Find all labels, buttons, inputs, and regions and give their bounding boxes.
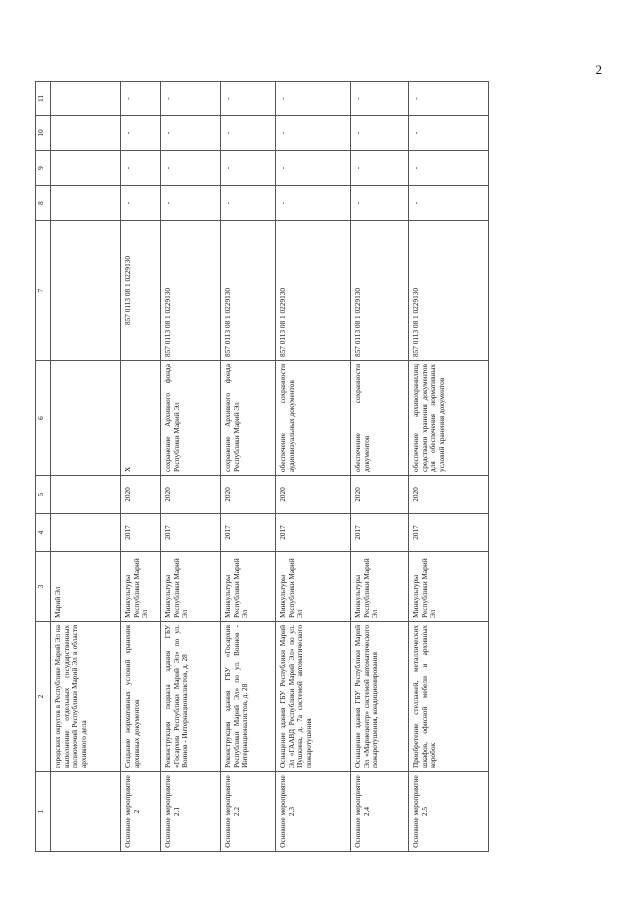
value-cell: - — [409, 82, 489, 116]
column-header: 5 — [36, 476, 51, 514]
budget-code-cell: 857 0113 08 1 0229130 — [161, 221, 221, 361]
description-cell: Реконструкция здания ГБУ «Госархив Республики Марий Эл» по ул. Воинов - Интернационалистов, д. 28 — [221, 622, 276, 772]
table-row — [409, 82, 489, 852]
executor-cell: Марий Эл — [51, 552, 121, 622]
description-cell: Создание нормативных условий хранения архивных документов — [121, 622, 161, 772]
column-header: 11 — [36, 82, 51, 116]
value-cell: - — [351, 186, 409, 221]
value-cell: - — [121, 151, 161, 186]
value-cell: - — [221, 116, 276, 151]
table-row — [121, 82, 161, 852]
value-cell: - — [276, 186, 351, 221]
description-cell: городских округов в Республике Марий Эл на выполнение отдельных государственных полномочий Республики Марий Эл в области архивного дела — [51, 622, 121, 772]
measure-cell: Основное мероприятие 2 — [121, 772, 161, 852]
table-row — [351, 82, 409, 852]
program-table — [35, 81, 489, 852]
result-cell: Х — [121, 361, 161, 476]
column-header: 8 — [36, 186, 51, 221]
result-cell: сохранение Архивного фонда Республики Марий Эл — [161, 361, 221, 476]
executor-cell: Минкультуры Республики Марий Эл — [409, 552, 489, 622]
column-header: 10 — [36, 116, 51, 151]
executor-cell: Минкультуры Республики Марий Эл — [221, 552, 276, 622]
budget-code-cell: 857 0113 08 1 0229130 — [409, 221, 489, 361]
executor-cell: Минкультуры Республики Марий Эл — [351, 552, 409, 622]
column-header: 3 — [36, 552, 51, 622]
result-cell: сохранение Архивного фонда Республики Марий Эл — [221, 361, 276, 476]
value-cell — [51, 151, 121, 186]
value-cell: - — [276, 116, 351, 151]
column-header: 6 — [36, 361, 51, 476]
start-year-cell: 2017 — [351, 514, 409, 552]
description-cell: Оснащение здания ГБУ Республики Марий Эл «ГААВД Республики Марий Эл» по ул. Пушкина, д. 7а системой автоматического пожаротушения — [276, 622, 351, 772]
budget-code-cell: 857 0113 08 1 0229130 — [221, 221, 276, 361]
end-year-cell: 2020 — [409, 476, 489, 514]
table-row — [276, 82, 351, 852]
result-cell: обеспечение сохранности аудиовизуальных документов — [276, 361, 351, 476]
measure-cell: Основное мероприятие 2.4 — [351, 772, 409, 852]
budget-code-cell — [51, 221, 121, 361]
executor-cell: Минкультуры Республики Марий Эл — [121, 552, 161, 622]
value-cell: - — [351, 151, 409, 186]
end-year-cell: 2020 — [351, 476, 409, 514]
value-cell — [51, 82, 121, 116]
value-cell: - — [161, 151, 221, 186]
end-year-cell: 2020 — [221, 476, 276, 514]
result-cell: обеспечение сохранности документов — [351, 361, 409, 476]
measure-cell: Основное мероприятие 2.3 — [276, 772, 351, 852]
start-year-cell: 2017 — [276, 514, 351, 552]
column-header: 4 — [36, 514, 51, 552]
value-cell: - — [161, 82, 221, 116]
value-cell — [51, 186, 121, 221]
column-header: 9 — [36, 151, 51, 186]
measure-cell: Основное мероприятие 2.5 — [409, 772, 489, 852]
table-row — [51, 82, 121, 852]
column-header: 7 — [36, 221, 51, 361]
page-number: 2 — [595, 62, 602, 77]
executor-cell: Минкультуры Республики Марий Эл — [276, 552, 351, 622]
value-cell: - — [276, 151, 351, 186]
measure-cell — [51, 772, 121, 852]
start-year-cell: 2017 — [409, 514, 489, 552]
value-cell: - — [161, 186, 221, 221]
start-year-cell: 2017 — [221, 514, 276, 552]
value-cell: - — [121, 82, 161, 116]
value-cell: - — [276, 82, 351, 116]
budget-code-cell: 857 0113 08 1 0229130 — [121, 221, 161, 361]
end-year-cell: 2020 — [276, 476, 351, 514]
result-cell: обеспечение архивохранилищ средствами хранения документов для обеспечения нормативных условий хранения документов — [409, 361, 489, 476]
value-cell: - — [221, 186, 276, 221]
result-cell — [51, 361, 121, 476]
table-row — [161, 82, 221, 852]
start-year-cell: 2017 — [121, 514, 161, 552]
value-cell: - — [409, 151, 489, 186]
rotated-table-container — [35, 82, 575, 852]
value-cell: - — [161, 116, 221, 151]
value-cell: - — [351, 82, 409, 116]
executor-cell: Минкультуры Республики Марий Эл — [161, 552, 221, 622]
end-year-cell: 2020 — [161, 476, 221, 514]
value-cell: - — [221, 82, 276, 116]
value-cell: - — [409, 116, 489, 151]
column-header: 1 — [36, 772, 51, 852]
measure-cell: Основное мероприятие 2.2 — [221, 772, 276, 852]
value-cell: - — [409, 186, 489, 221]
measure-cell: Основное мероприятие 2.1 — [161, 772, 221, 852]
value-cell: - — [351, 116, 409, 151]
end-year-cell: 2020 — [121, 476, 161, 514]
value-cell: - — [121, 186, 161, 221]
table-row — [221, 82, 276, 852]
value-cell: - — [221, 151, 276, 186]
value-cell: - — [121, 116, 161, 151]
start-year-cell: 2017 — [161, 514, 221, 552]
budget-code-cell: 857 0113 08 1 0229130 — [276, 221, 351, 361]
column-number-row — [36, 82, 51, 852]
column-header: 2 — [36, 622, 51, 772]
end-year-cell — [51, 476, 121, 514]
description-cell: Оснащение здания ГБУ Республики Марий Эл «Мариецентр» системой автоматического пожаротушения, кондиционирования — [351, 622, 409, 772]
start-year-cell — [51, 514, 121, 552]
value-cell — [51, 116, 121, 151]
budget-code-cell: 857 0113 08 1 0229130 — [351, 221, 409, 361]
description-cell: Приобретение стеллажей, металлических шкафов, офисной мебели и архивных коробок — [409, 622, 489, 772]
description-cell: Реконструкция подвала здания ГБУ «Госархив Республики Марий Эл» по ул. Воинов - Интернационалистов, д. 28 — [161, 622, 221, 772]
